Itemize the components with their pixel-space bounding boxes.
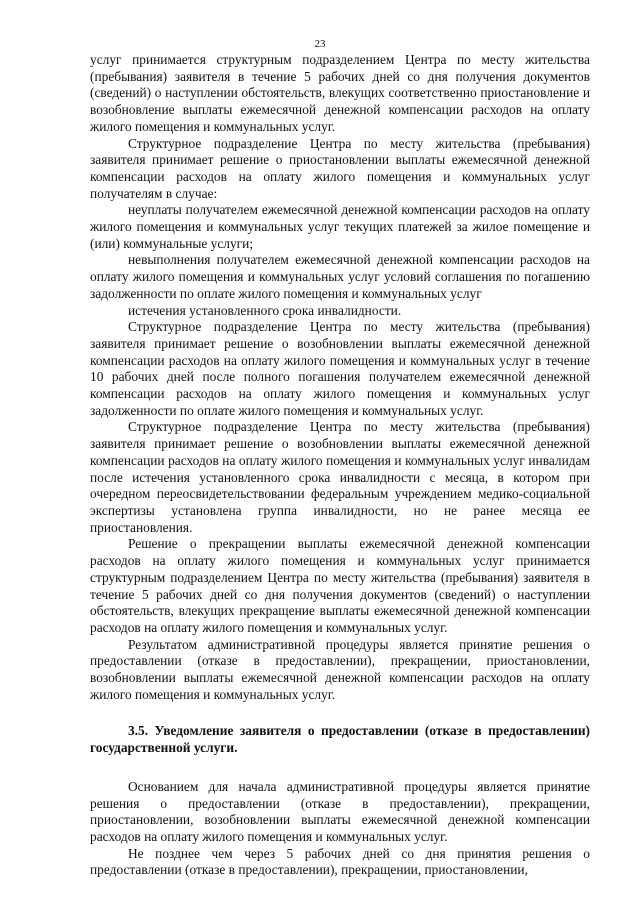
paragraph: Структурное подразделение Центра по месту жительства (пребывания) заявителя принимает решение о приостановлении выплаты ежемесячной денежной компенсации расходов на оплату жилого помещения и коммунальных услуг получателям в случае: — [90, 135, 590, 201]
list-item-paragraph: неуплаты получателем ежемесячной денежной компенсации расходов на оплату жилого помещения и коммунальных услуг текущих платежей за жилое помещение и (или) коммунальные услуги; — [90, 202, 590, 251]
paragraph: Результатом административной процедуры является принятие решения о предоставлении (отказе в предоставлении), прекращении, приостановлении, возобновлении выплаты ежемесячной денежной компенсации расходов на оплату жилого помещения и коммунальных услуг. — [90, 636, 590, 702]
section-heading: 3.5. Уведомление заявителя о предоставлении (отказе в предоставлении) государственной услуги. — [90, 723, 590, 756]
page-number: 23 — [314, 38, 326, 50]
document-body — [90, 52, 590, 879]
paragraph: Структурное подразделение Центра по месту жительства (пребывания) заявителя принимает решение о возобновлении выплаты ежемесячной денежной компенсации расходов на оплату жилого помещения и коммунальных услуг инвалидам после истечения установленного срока инвалидности с месяца, в котором при очередном переосвидетельствовании федеральным учреждением медико-социальной экспертизы установлена группа инвалидности, но не ранее месяца ее приостановления. — [90, 419, 590, 535]
list-item-paragraph: истечения установленного срока инвалидности. — [128, 302, 402, 318]
paragraph: услуг принимается структурным подразделением Центра по месту жительства (пребывания) заявителя в течение 5 рабочих дней со дня получения документов (сведений) о наступлении обстоятельств, влекущих соответственно приостановление и возобновление выплаты ежемесячной денежной компенсации расходов на оплату жилого помещения и коммунальных услуг. — [90, 52, 590, 134]
paragraph: Не позднее чем через 5 рабочих дней со дня принятия решения о предоставлении (отказе в предоставлении), прекращении, приостановлении, — [90, 845, 590, 878]
paragraph: Решение о прекращении выплаты ежемесячной денежной компенсации расходов на оплату жилого помещения и коммунальных услуг принимается структурным подразделением Центра по месту жительства (пребывания) заявителя в течение 5 рабочих дней со дня получения документов (сведений) о наступлении обстоятельств, влекущих прекращение выплаты ежемесячной денежной компенсации расходов на оплату жилого помещения и коммунальных услуг. — [90, 536, 590, 635]
paragraphs-after-heading — [90, 779, 590, 879]
list-item-paragraph: невыполнения получателем ежемесячной денежной компенсации расходов на оплату жилого помещения и коммунальных услуг условий соглашения по погашению задолженности по оплате жилого помещения и коммунальных услуг — [90, 252, 590, 301]
paragraph: Основанием для начала административной процедуры является принятие решения о предоставлении (отказе в предоставлении), прекращении, приостановлении, возобновлении выплаты ежемесячной денежной компенсации расходов на оплату жилого помещения и коммунальных услуг. — [90, 778, 590, 844]
paragraphs-before-heading — [90, 52, 590, 703]
paragraph: Структурное подразделение Центра по месту жительства (пребывания) заявителя принимает решение о возобновлении выплаты ежемесячной денежной компенсации расходов на оплату жилого помещения и коммунальных услуг в течение 10 рабочих дней после полного погашения получателем ежемесячной денежной компенсации расходов на оплату жилого помещения и коммунальных услуг задолженности по оплате жилого помещения и коммунальных услуг. — [90, 319, 590, 418]
